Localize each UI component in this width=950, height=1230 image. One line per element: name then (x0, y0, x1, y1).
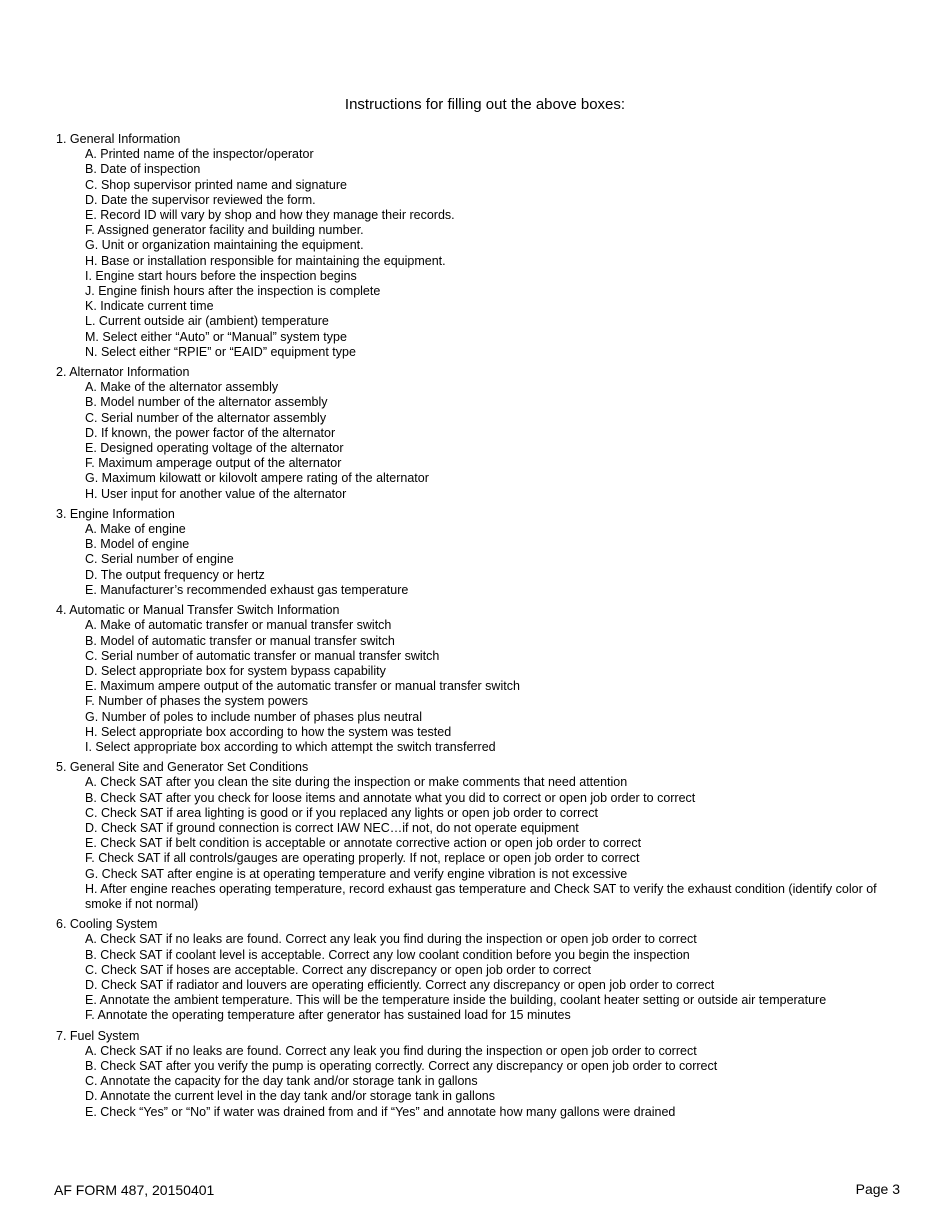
instruction-item: E. Record ID will vary by shop and how they manage their records. (85, 208, 455, 223)
instruction-item: F. Annotate the operating temperature after generator has sustained load for 15 minutes (85, 1008, 571, 1023)
instruction-item: A. Make of automatic transfer or manual transfer switch (85, 618, 392, 633)
instruction-item: K. Indicate current time (85, 299, 214, 314)
instruction-item: D. Date the supervisor reviewed the form. (85, 192, 316, 207)
section-heading: 6. Cooling System (56, 917, 158, 932)
instruction-item: C. Shop supervisor printed name and signature (85, 177, 347, 192)
instruction-item: F. Maximum amperage output of the alternator (85, 456, 342, 471)
instruction-item: B. Check SAT after you verify the pump is operating correctly. Correct any discrepancy or open job order to correct (85, 1058, 718, 1073)
instruction-section (56, 365, 886, 502)
instruction-item: E. Designed operating voltage of the alternator (85, 441, 344, 456)
instruction-item: A. Check SAT if no leaks are found. Correct any leak you find during the inspection or open job order to correct (85, 1043, 697, 1058)
instruction-section (56, 507, 886, 598)
instruction-item: I. Select appropriate box according to which attempt the switch transferred (85, 739, 496, 754)
instruction-item: D. Check SAT if radiator and louvers are operating efficiently. Correct any discrepancy or open job order to correct (85, 977, 715, 992)
instruction-item: A. Check SAT if no leaks are found. Correct any leak you find during the inspection or open job order to correct (85, 932, 697, 947)
instruction-item: H. Base or installation responsible for maintaining the equipment. (85, 253, 446, 268)
instruction-item: G. Check SAT after engine is at operating temperature and verify engine vibration is not excessive (85, 866, 628, 881)
instruction-section (56, 603, 886, 755)
instruction-section (56, 132, 886, 360)
instruction-item: F. Assigned generator facility and building number. (85, 223, 364, 238)
instruction-item: I. Engine start hours before the inspection begins (85, 268, 357, 283)
instruction-section (56, 917, 886, 1023)
instruction-section (56, 1029, 886, 1120)
instructions-list (56, 132, 886, 1125)
instruction-item: B. Check SAT after you check for loose items and annotate what you did to correct or open job order to correct (85, 790, 696, 805)
instruction-item: C. Serial number of engine (85, 552, 234, 567)
instruction-item: J. Engine finish hours after the inspection is complete (85, 284, 381, 299)
section-heading: 3. Engine Information (56, 506, 175, 521)
section-heading: 4. Automatic or Manual Transfer Switch Information (56, 603, 340, 618)
instruction-item: B. Model of automatic transfer or manual transfer switch (85, 633, 395, 648)
instruction-item: F. Check SAT if all controls/gauges are operating properly. If not, replace or open job order to correct (85, 851, 640, 866)
section-heading: 7. Fuel System (56, 1028, 140, 1043)
instruction-item: B. Date of inspection (85, 162, 201, 177)
instruction-item: E. Check SAT if belt condition is acceptable or annotate corrective action or open job order to correct (85, 836, 642, 851)
instruction-item: D. Check SAT if ground connection is correct IAW NEC…if not, do not operate equipment (85, 820, 579, 835)
instruction-item: G. Maximum kilowatt or kilovolt ampere rating of the alternator (85, 471, 429, 486)
section-items (56, 775, 886, 912)
instruction-item: E. Maximum ampere output of the automatic transfer or manual transfer switch (85, 679, 520, 694)
section-items (56, 932, 886, 1023)
form-identifier: AF FORM 487, 20150401 (54, 1182, 215, 1198)
instruction-item: A. Make of the alternator assembly (85, 380, 279, 395)
instruction-item: H. User input for another value of the alternator (85, 486, 347, 501)
instruction-item: B. Check SAT if coolant level is acceptable. Correct any low coolant condition before you begin the inspection (85, 947, 690, 962)
instruction-item: G. Unit or organization maintaining the equipment. (85, 238, 364, 253)
instruction-item: N. Select either “RPIE” or “EAID” equipment type (85, 344, 356, 359)
instruction-item: D. The output frequency or hertz (85, 567, 265, 582)
instruction-item: F. Number of phases the system powers (85, 694, 309, 709)
instruction-item: C. Serial number of automatic transfer or manual transfer switch (85, 648, 440, 663)
instruction-item: C. Check SAT if hoses are acceptable. Correct any discrepancy or open job order to correct (85, 962, 592, 977)
instruction-item: C. Check SAT if area lighting is good or if you replaced any lights or open job order to correct (85, 805, 599, 820)
instruction-item: C. Serial number of the alternator assembly (85, 410, 327, 425)
section-items (56, 618, 886, 755)
section-heading: 5. General Site and Generator Set Conditions (56, 760, 309, 775)
page-number: Page 3 (855, 1181, 900, 1197)
instruction-item: D. If known, the power factor of the alternator (85, 425, 336, 440)
instruction-item: B. Model of engine (85, 537, 190, 552)
section-items (56, 522, 886, 598)
section-heading: 1. General Information (56, 132, 181, 146)
instruction-item: A. Make of engine (85, 522, 186, 537)
section-items (56, 380, 886, 502)
instruction-item: E. Annotate the ambient temperature. This will be the temperature inside the building, coolant heater setting or outside air temperature (85, 993, 827, 1008)
section-items (56, 147, 886, 360)
instruction-section (56, 760, 886, 912)
instruction-item: B. Model number of the alternator assembly (85, 395, 328, 410)
section-items (56, 1044, 886, 1120)
instruction-item: A. Printed name of the inspector/operator (85, 147, 314, 162)
instruction-item: H. Select appropriate box according to how the system was tested (85, 724, 452, 739)
instruction-item: E. Check “Yes” or “No” if water was drained from and if “Yes” and annotate how many gallons were drained (85, 1104, 676, 1119)
instruction-item: M. Select either “Auto” or “Manual” system type (85, 329, 347, 344)
instruction-item: D. Annotate the current level in the day tank and/or storage tank in gallons (85, 1089, 495, 1104)
page-title: Instructions for filling out the above boxes: (344, 96, 626, 113)
instruction-item: D. Select appropriate box for system bypass capability (85, 663, 386, 678)
instruction-item: L. Current outside air (ambient) temperature (85, 314, 329, 329)
instruction-item: H. After engine reaches operating temperature, record exhaust gas temperature and Check SAT to verify the exhaust condition (identify color of smoke if not normal) (85, 881, 877, 911)
instruction-item: E. Manufacturer’s recommended exhaust gas temperature (85, 582, 409, 597)
instruction-item: A. Check SAT after you clean the site during the inspection or make comments that need attention (85, 775, 628, 790)
instruction-item: G. Number of poles to include number of phases plus neutral (85, 709, 422, 724)
instruction-item: C. Annotate the capacity for the day tank and/or storage tank in gallons (85, 1074, 478, 1089)
section-heading: 2. Alternator Information (56, 365, 190, 380)
